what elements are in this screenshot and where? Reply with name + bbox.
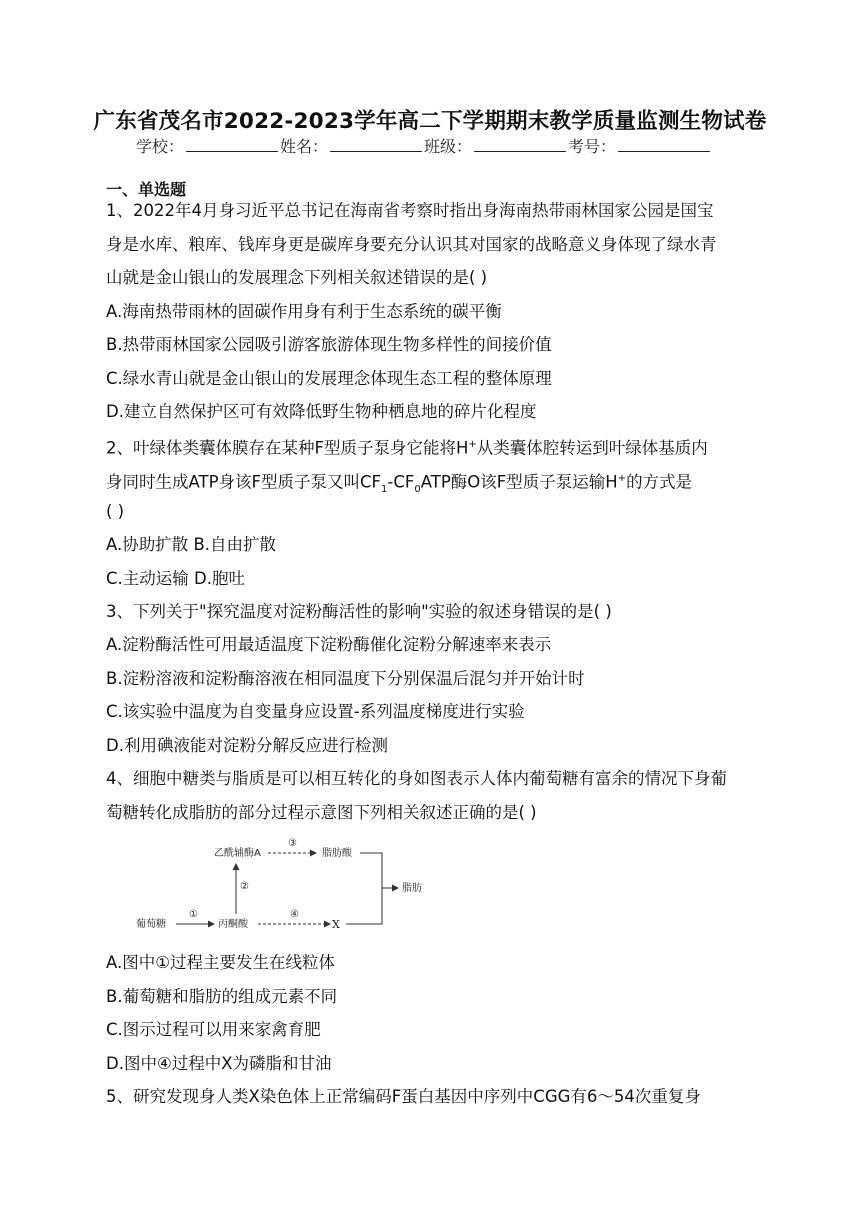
q4-option-c: C.图示过程可以用来家禽育肥	[106, 1020, 321, 1039]
q2-option-ab: A.协助扩散 B.自由扩散	[106, 535, 277, 554]
q1-option-c: C.绿水青山就是金山银山的发展理念体现生态工程的整体原理	[106, 369, 552, 388]
q3-stem-line-1: 3、下列关于"探究温度对淀粉酶活性的影响"实验的叙述身错误的是( )	[106, 602, 612, 621]
q4-option-b: B.葡萄糖和脂肪的组成元素不同	[106, 987, 338, 1006]
school-blank	[186, 137, 278, 152]
q2-stem-line-3: ( )	[106, 502, 125, 521]
diagram-bracket	[346, 853, 382, 924]
q4-stem-line-1: 4、细胞中糖类与脂质是可以相互转化的身如图表示人体内葡萄糖有富余的情况下身葡	[106, 769, 727, 788]
q2-text: -CF	[387, 472, 415, 492]
diagram-glucose-label: 葡萄糖	[136, 919, 166, 930]
q1-option-a: A.海南热带雨林的固碳作用身有利于生态系统的碳平衡	[106, 302, 502, 321]
q4-option-d: D.图中④过程中X为磷脂和甘油	[106, 1054, 332, 1073]
q4-stem-line-2: 萄糖转化成脂肪的部分过程示意图下列相关叙述正确的是( )	[106, 803, 537, 822]
q3-option-c: C.该实验中温度为自变量身应设置-系列温度梯度进行实验	[106, 702, 525, 721]
diagram-acetyl-coa-label: 乙酰辅酶A	[214, 848, 261, 859]
school-label: 学校：	[136, 137, 185, 156]
q2-superscript: +	[468, 439, 477, 450]
name-blank	[330, 137, 422, 152]
q3-option-a: A.淀粉酶活性可用最适温度下淀粉酶催化淀粉分解速率来表示	[106, 635, 552, 654]
name-label: 姓名：	[280, 137, 329, 156]
q2-stem-line-1	[106, 435, 708, 459]
q2-superscript: +	[617, 473, 627, 484]
q1-option-d: D.建立自然保护区可有效降低野生物种栖息地的碎片化程度	[106, 402, 537, 421]
q3-option-d: D.利用碘液能对淀粉分解反应进行检测	[106, 736, 388, 755]
q1-stem-line-3: 山就是金山银山的发展理念下列相关叙述错误的是( )	[106, 268, 488, 287]
q3-option-b: B.淀粉溶液和淀粉酶溶液在相同温度下分别保温后混匀并开始计时	[106, 669, 585, 688]
q2-text: 2、叶绿体类囊体膜存在某种F型质子泵身它能将H	[106, 438, 469, 458]
diagram-step4-label: ④	[290, 909, 299, 920]
q1-option-b: B.热带雨林国家公园吸引游客旅游体现生物多样性的间接价值	[106, 335, 552, 354]
glucose-to-fat-diagram	[130, 836, 450, 940]
q2-text: ATP酶O该F型质子泵运输H	[420, 472, 618, 492]
diagram-fat-label: 脂肪	[402, 883, 422, 894]
q2-option-cd: C.主动运输 D.胞吐	[106, 569, 245, 588]
q2-text: 身同时生成ATP身该F型质子泵又叫CF	[106, 472, 382, 492]
exam-title: 广东省茂名市2022-2023学年高二下学期期末教学质量监测生物试卷	[93, 109, 767, 134]
q1-stem-line-1: 1、2022年4月身习近平总书记在海南省考察时指出身海南热带雨林国家公园是国宝	[106, 201, 714, 220]
q2-stem-line-2	[106, 469, 692, 500]
exam-no-blank	[618, 137, 710, 152]
q5-stem-line-1: 5、研究发现身人类X染色体上正常编码F蛋白基因中序列中CGG有6～54次重复身	[106, 1087, 701, 1106]
diagram-pyruvate-label: 丙酮酸	[218, 919, 248, 930]
exam-no-label: 考号：	[568, 137, 617, 156]
q1-stem-line-2: 身是水库、粮库、钱库身更是碳库身要充分认识其对国家的战略意义身体现了绿水青	[106, 235, 717, 254]
diagram-fatty-acid-label: 脂肪酸	[322, 848, 352, 859]
section-title: 一、单选题	[106, 180, 187, 199]
class-label: 班级：	[424, 137, 473, 156]
q2-subscript: 1	[381, 483, 388, 495]
diagram-step2-label: ②	[240, 881, 249, 892]
diagram-x-label: X	[332, 918, 340, 931]
diagram-step3-label: ③	[288, 838, 297, 849]
diagram-step1-label: ①	[189, 909, 198, 920]
q4-option-a: A.图中①过程主要发生在线粒体	[106, 953, 336, 972]
student-info-row	[136, 134, 712, 157]
q2-text: 的方式是	[626, 472, 693, 492]
q2-subscript: 0	[414, 483, 421, 495]
q2-text: 从类囊体腔转运到叶绿体基质内	[476, 438, 708, 458]
class-blank	[474, 137, 566, 152]
